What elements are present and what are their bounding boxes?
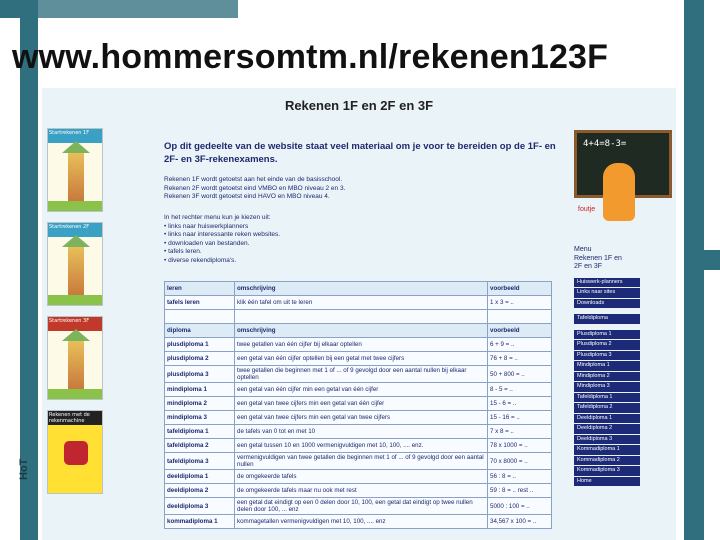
menu-title-line: 2F en 3F [574, 263, 603, 270]
menu-item[interactable]: Links naar sites [574, 288, 640, 298]
table-cell[interactable]: deeldiploma 3 [165, 498, 235, 515]
table-cell: een getal van twee cijfers min een getal van één cijfer [235, 397, 488, 411]
table-row[interactable] [165, 338, 552, 352]
table-cell[interactable]: mindiploma 3 [165, 411, 235, 425]
table-row[interactable] [165, 296, 552, 310]
menu-option: • links naar huiswerkplanners [164, 222, 249, 230]
menu-item[interactable]: Tafeldiploma 1 [574, 393, 640, 403]
menu-item[interactable]: Plusdiploma 1 [574, 330, 640, 340]
table-row[interactable] [165, 515, 552, 529]
side-menu [574, 278, 672, 487]
menu-item[interactable]: Plusdiploma 3 [574, 351, 640, 361]
page-title: Rekenen 1F en 2F en 3F [284, 98, 434, 113]
table-cell[interactable]: deeldiploma 2 [165, 484, 235, 498]
table-cell[interactable]: plusdiploma 2 [165, 352, 235, 366]
right-column [574, 130, 672, 487]
table-cell: de tafels van 0 tot en met 10 [235, 425, 488, 439]
table-cell: 6 + 9 = .. [488, 338, 552, 352]
table-header-cell: diploma [165, 324, 235, 338]
table-cell: de omgekeerde tafels maar nu ook met rest [235, 484, 488, 498]
table-cell: twee getallen die beginnen met 1 of ... of 9 gevolgd door een aantal nullen bij elkaar optellen [235, 366, 488, 383]
menu-item[interactable]: Kommadiploma 1 [574, 445, 640, 455]
table-cell[interactable]: tafeldiploma 3 [165, 453, 235, 470]
table-cell[interactable]: tafels leren [165, 296, 235, 310]
foutje-label: foutje [578, 206, 596, 213]
slide-frame-right [684, 0, 704, 540]
book-bottom-band [48, 389, 102, 399]
tower-illustration [68, 245, 84, 295]
table-cell: 78 x 1000 = .. [488, 439, 552, 453]
table-header-row [165, 282, 552, 296]
chalkboard-image [574, 130, 672, 198]
book-title: Startrekenen 1F [48, 129, 102, 143]
intro-text: Op dit gedeelte van de website staat veel materiaal om je voor te bereiden op de 1F- en 2F- en 3F-rekenexamens. [164, 141, 556, 165]
diploma-table [164, 281, 552, 529]
table-cell: een getal tussen 10 en 1000 vermenigvuldigen met 10, 100, .... enz. [235, 439, 488, 453]
tower-illustration [68, 151, 84, 201]
table-cell: 76 + 8 = .. [488, 352, 552, 366]
table-cell: kommagetallen vermenigvuldigen met 10, 100, .... enz [235, 515, 488, 529]
table-cell: 59 : 8 = .. rest .. [488, 484, 552, 498]
menu-option: • diverse rekendiploma's. [164, 256, 237, 264]
table-row[interactable] [165, 470, 552, 484]
menu-item[interactable]: Tafeldiploma 2 [574, 403, 640, 413]
dice-illustration [64, 441, 88, 465]
book-title: Startrekenen 3F [48, 317, 102, 331]
table-cell[interactable]: plusdiploma 3 [165, 366, 235, 383]
menu-item[interactable]: Huiswerk-planners [574, 278, 640, 288]
table-row[interactable] [165, 366, 552, 383]
table-cell: 15 - 16 = .. [488, 411, 552, 425]
table-row[interactable] [165, 439, 552, 453]
table-header-cell: omschrijving [235, 324, 488, 338]
table-spacer-row [165, 310, 552, 324]
menu-item[interactable]: Mindiploma 1 [574, 361, 640, 371]
table-cell: 7 x 8 = .. [488, 425, 552, 439]
menu-option: • tafels leren. [164, 248, 202, 255]
table-header-cell: voorbeeld [488, 282, 552, 296]
book-cover-3[interactable] [47, 316, 103, 400]
menu-title-line: Rekenen 1F en [574, 254, 622, 262]
menu-item[interactable]: Mindiploma 3 [574, 382, 640, 392]
table-cell[interactable]: kommadiploma 1 [165, 515, 235, 529]
tower-illustration [68, 339, 84, 389]
table-row[interactable] [165, 397, 552, 411]
menu-title [574, 246, 672, 272]
table-cell: de omgekeerde tafels [235, 470, 488, 484]
table-cell [235, 310, 488, 324]
table-cell: 34,567 x 100 = .. [488, 515, 552, 529]
table-cell: 50 + 800 = .. [488, 366, 552, 383]
slide-frame-top [38, 0, 238, 18]
table-cell[interactable]: tafeldiploma 1 [165, 425, 235, 439]
chalkboard-text: 4+4=8-3= [583, 139, 627, 149]
table-cell: een getal van één cijfer optellen bij een getal met twee cijfers [235, 352, 488, 366]
menu-intro: In het rechter menu kun je kiezen uit: [164, 214, 271, 221]
book-bottom-band [48, 201, 102, 211]
slide-frame-right-tab [704, 250, 720, 270]
book-cover-1[interactable] [47, 128, 103, 212]
menu-item[interactable]: Kommadiploma 2 [574, 456, 640, 466]
menu-item[interactable]: Deeldiploma 2 [574, 424, 640, 434]
table-cell: 56 : 8 = .. [488, 470, 552, 484]
table-cell: 5000 : 100 = .. [488, 498, 552, 515]
menu-item[interactable]: Kommadiploma 3 [574, 466, 640, 476]
table-row[interactable] [165, 453, 552, 470]
table-cell: 70 x 8000 = .. [488, 453, 552, 470]
table-row[interactable] [165, 383, 552, 397]
table-row[interactable] [165, 411, 552, 425]
slide-top-bar [0, 0, 20, 18]
menu-item[interactable]: Plusdiploma 2 [574, 340, 640, 350]
book-bottom-band [48, 295, 102, 305]
book-column [47, 128, 102, 504]
table-row[interactable] [165, 484, 552, 498]
menu-item-selected[interactable]: Tafeldiploma [574, 314, 640, 324]
menu-item[interactable]: Deeldiploma 3 [574, 435, 640, 445]
table-cell: 1 x 3 = .. [488, 296, 552, 310]
table-cell: 15 - 6 = .. [488, 397, 552, 411]
book-cover-2[interactable] [47, 222, 103, 306]
table-cell[interactable]: plusdiploma 1 [165, 338, 235, 352]
level-line: Rekenen 3F wordt getoetst eind HAVO en MBO niveau 4. [164, 193, 330, 200]
website-screenshot [42, 88, 676, 540]
menu-item[interactable]: Home [574, 477, 640, 487]
table-cell: twee getallen van één cijfer bij elkaar optellen [235, 338, 488, 352]
table-header-cell: omschrijving [235, 282, 488, 296]
table-row[interactable] [165, 425, 552, 439]
table-header-cell: leren [165, 282, 235, 296]
level-line: Rekenen 1F wordt getoetst aan het einde van de basisschool. [164, 176, 343, 183]
table-row[interactable] [165, 498, 552, 515]
book-title: Rekenen met de rekenmachine [48, 411, 102, 425]
level-line: Rekenen 2F wordt getoetst eind VMBO en MBO niveau 2 en 3. [164, 184, 346, 192]
table-cell: klik één tafel om uit te leren [235, 296, 488, 310]
table-cell [488, 310, 552, 324]
table-cell: vermenigvuldigen van twee getallen die beginnen met 1 of ... of 9 gevolgd door een aantal nullen [235, 453, 488, 470]
menu-option: • downloaden van bestanden. [164, 239, 250, 247]
table-row[interactable] [165, 352, 552, 366]
menu-title-line: Menu [574, 246, 592, 253]
table-cell: een getal dat eindigt op een 0 delen door 10, 100, een getal dat eindigt op twee nullen delen door 100, ... enz [235, 498, 488, 515]
table-cell: 8 - 5 = .. [488, 383, 552, 397]
table-cell [165, 310, 235, 324]
table-header-cell: voorbeeld [488, 324, 552, 338]
book-title: Startrekenen 2F [48, 223, 102, 237]
table-cell[interactable]: mindiploma 1 [165, 383, 235, 397]
tiger-illustration [603, 163, 635, 221]
menu-options-list [164, 214, 544, 265]
book-cover-4[interactable] [47, 410, 103, 494]
slide-title: www.hommersomtm.nl/rekenen123F [12, 38, 609, 76]
table-cell: een getal van twee cijfers min een getal van twee cijfers [235, 411, 488, 425]
table-header-row [165, 324, 552, 338]
table-cell[interactable]: tafeldiploma 2 [165, 439, 235, 453]
menu-item[interactable]: Downloads [574, 299, 640, 309]
side-label: HoT [18, 458, 30, 480]
level-list [164, 176, 544, 202]
table-cell: een getal van één cijfer min een getal van één cijfer [235, 383, 488, 397]
menu-item[interactable]: Mindiploma 2 [574, 372, 640, 382]
table-cell[interactable]: mindiploma 2 [165, 397, 235, 411]
menu-item[interactable]: Deeldiploma 1 [574, 414, 640, 424]
menu-option: • links naar interessante reken websites. [164, 231, 281, 238]
table-cell[interactable]: deeldiploma 1 [165, 470, 235, 484]
